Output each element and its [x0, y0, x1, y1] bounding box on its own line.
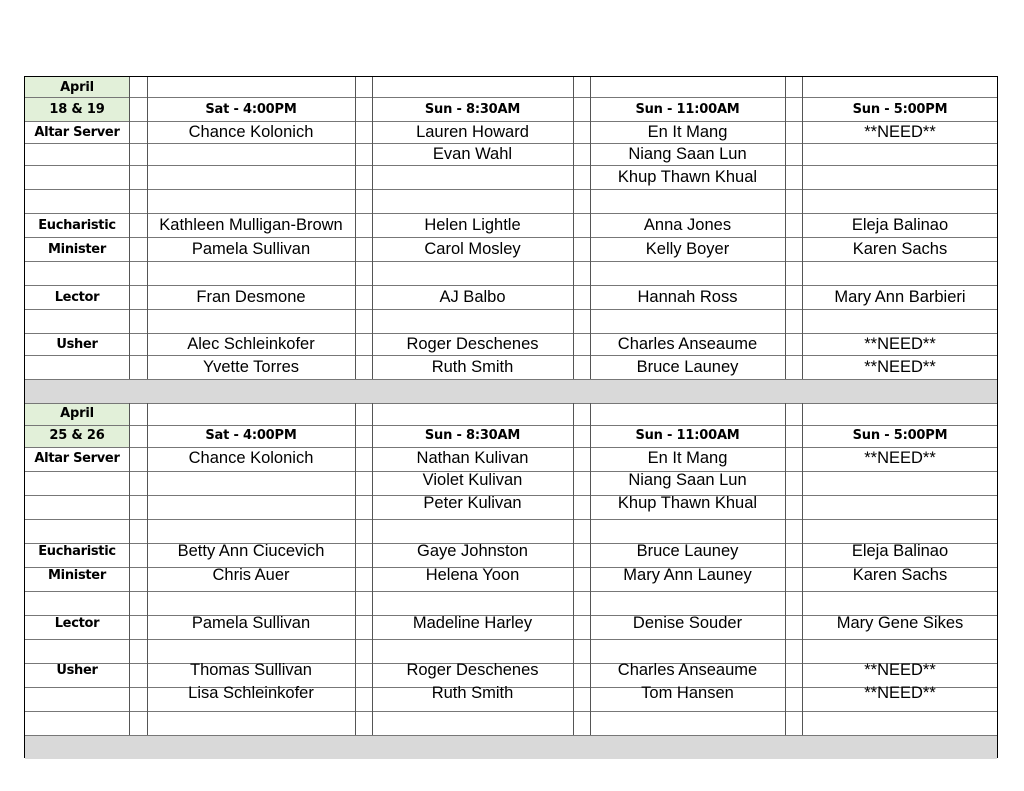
lector-name: AJ Balbo	[439, 287, 506, 306]
row-divider	[25, 189, 997, 190]
row-divider	[25, 261, 997, 262]
role-altar-server: Altar Server	[34, 450, 120, 466]
usher-name: Thomas Sullivan	[190, 660, 312, 679]
mass-time-header: Sun - 5:00PM	[852, 101, 948, 117]
role-minister: Minister	[48, 241, 106, 257]
usher-name: Alec Schleinkofer	[187, 334, 315, 353]
row-divider	[25, 165, 997, 166]
eucharistic-minister-name: Anna Jones	[643, 215, 732, 234]
altar-server-name: Khup Thawn Khual	[617, 167, 758, 186]
schedule-sheet	[24, 76, 998, 758]
mass-time-header: Sun - 8:30AM	[424, 101, 521, 117]
altar-server-name: Evan Wahl	[432, 144, 513, 163]
role-usher: Usher	[56, 662, 98, 678]
eucharistic-minister-name: Chris Auer	[212, 565, 290, 584]
altar-server-name: Niang Saan Lun	[628, 470, 747, 489]
row-divider	[25, 403, 997, 404]
row-divider	[25, 711, 997, 712]
usher-name: Roger Deschenes	[406, 334, 539, 353]
mass-time-header: Sun - 8:30AM	[424, 427, 521, 443]
altar-server-name: Khup Thawn Khual	[617, 493, 758, 512]
row-divider	[25, 735, 997, 736]
column-divider	[129, 403, 130, 735]
usher-name: **NEED**	[864, 683, 936, 702]
row-divider	[25, 379, 997, 380]
eucharistic-minister-name: Pamela Sullivan	[191, 239, 311, 258]
column-divider	[573, 77, 574, 379]
usher-name: Bruce Launey	[636, 357, 739, 376]
schedule-grid	[25, 77, 997, 757]
usher-name: Ruth Smith	[431, 683, 514, 702]
altar-server-name: Chance Kolonich	[188, 122, 314, 141]
eucharistic-minister-name: Carol Mosley	[424, 239, 521, 258]
role-eucharistic: Eucharistic	[38, 543, 116, 559]
lector-name: Madeline Harley	[412, 613, 533, 632]
column-divider	[355, 77, 356, 379]
usher-name: **NEED**	[864, 334, 936, 353]
column-divider	[785, 77, 786, 379]
lector-name: Hannah Ross	[637, 287, 738, 306]
date-days: 25 & 26	[49, 427, 105, 443]
eucharistic-minister-name: Betty Ann Ciucevich	[177, 541, 325, 560]
role-usher: Usher	[56, 336, 98, 352]
eucharistic-minister-name: Helen Lightle	[424, 215, 521, 234]
lector-name: Mary Ann Barbieri	[834, 287, 966, 306]
eucharistic-minister-name: Helena Yoon	[425, 565, 520, 584]
column-divider	[129, 77, 130, 379]
eucharistic-minister-name: Eleja Balinao	[851, 541, 949, 560]
eucharistic-minister-name: Bruce Launey	[636, 541, 739, 560]
lector-name: Fran Desmone	[196, 287, 306, 306]
altar-server-name: **NEED**	[864, 448, 936, 467]
role-altar-server: Altar Server	[34, 124, 120, 140]
role-eucharistic: Eucharistic	[38, 217, 116, 233]
lector-name: Denise Souder	[632, 613, 743, 632]
lector-name: Pamela Sullivan	[191, 613, 311, 632]
usher-name: Roger Deschenes	[406, 660, 539, 679]
altar-server-name: Nathan Kulivan	[416, 448, 529, 467]
row-divider	[25, 591, 997, 592]
altar-server-name: Lauren Howard	[416, 122, 529, 141]
column-divider	[355, 403, 356, 735]
altar-server-name: Peter Kulivan	[423, 493, 522, 512]
mass-time-header: Sat - 4:00PM	[205, 427, 297, 443]
row-divider	[25, 639, 997, 640]
mass-time-header: Sun - 11:00AM	[635, 101, 740, 117]
role-lector: Lector	[54, 289, 100, 305]
usher-name: Tom Hansen	[641, 683, 734, 702]
altar-server-name: En It Mang	[647, 448, 728, 467]
week-separator	[25, 379, 997, 403]
altar-server-name: **NEED**	[864, 122, 936, 141]
mass-time-header: Sat - 4:00PM	[205, 101, 297, 117]
eucharistic-minister-name: Gaye Johnston	[417, 541, 528, 560]
eucharistic-minister-name: Kathleen Mulligan-Brown	[159, 215, 343, 234]
bottom-band	[25, 735, 997, 759]
mass-time-header: Sun - 11:00AM	[635, 427, 740, 443]
row-divider	[25, 519, 997, 520]
row-divider	[25, 309, 997, 310]
column-divider	[785, 403, 786, 735]
usher-name: **NEED**	[864, 357, 936, 376]
date-month: April	[60, 79, 94, 95]
usher-name: Charles Anseaume	[617, 334, 758, 353]
usher-name: Charles Anseaume	[617, 660, 758, 679]
altar-server-name: Violet Kulivan	[422, 470, 523, 489]
role-minister: Minister	[48, 567, 106, 583]
usher-name: **NEED**	[864, 660, 936, 679]
usher-name: Lisa Schleinkofer	[188, 683, 314, 702]
altar-server-name: Chance Kolonich	[188, 448, 314, 467]
eucharistic-minister-name: Eleja Balinao	[851, 215, 949, 234]
eucharistic-minister-name: Karen Sachs	[852, 239, 948, 258]
altar-server-name: En It Mang	[647, 122, 728, 141]
altar-server-name: Niang Saan Lun	[628, 144, 747, 163]
eucharistic-minister-name: Karen Sachs	[852, 565, 948, 584]
eucharistic-minister-name: Mary Ann Launey	[623, 565, 752, 584]
date-days: 18 & 19	[49, 101, 105, 117]
mass-time-header: Sun - 5:00PM	[852, 427, 948, 443]
eucharistic-minister-name: Kelly Boyer	[645, 239, 730, 258]
lector-name: Mary Gene Sikes	[836, 613, 964, 632]
role-lector: Lector	[54, 615, 100, 631]
column-divider	[573, 403, 574, 735]
usher-name: Ruth Smith	[431, 357, 514, 376]
date-month: April	[60, 405, 94, 421]
usher-name: Yvette Torres	[203, 357, 299, 376]
